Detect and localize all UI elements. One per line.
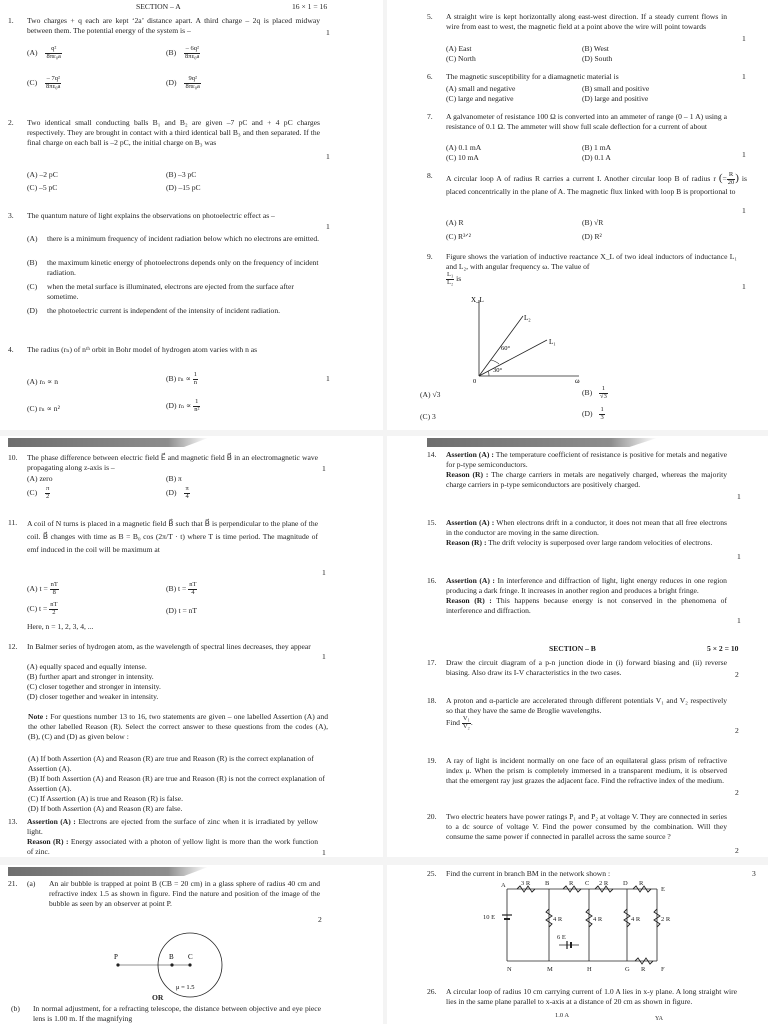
option-d: (D) closer together and weaker in intensity. (27, 692, 159, 701)
marks: 1 (737, 616, 741, 625)
panel-section-a-b (387, 436, 768, 857)
code-c: (C) If Assertion (A) is true and Reason (R) is false. (28, 794, 184, 803)
question-number: 8. (427, 171, 433, 180)
question-2 (8, 118, 320, 148)
question-16: 16. Assertion (A) : In interference and diffraction of light, light energy reduces in one region producing a dark fringe. It increases in another region and produces a bright fringe. Reason (R) : This happens because energy is not conserved in the phenomena of interference and diffraction. (427, 576, 727, 616)
option-a: (A) √3 (420, 390, 441, 399)
option-b: (B) West (582, 44, 609, 53)
marks: 3 (752, 869, 756, 878)
option-c: (C) $\frac{\pi}{2}$ (27, 485, 50, 500)
option-b: (B) further apart and stronger in intensity. (27, 672, 154, 681)
panel-section-a-1 (0, 0, 383, 430)
label-r-cd: 2 R (599, 880, 609, 887)
option-c: (C) $\frac{\text{– 7q²}}{\text{8πε₀a}}$ (27, 75, 61, 90)
marks: 2 (735, 788, 739, 797)
question-number: 4. (8, 345, 14, 354)
code-a: (A) If both Assertion (A) and Reason (R) are true and Reason (R) is the correct explanation of Assertion (A). (28, 754, 314, 774)
option-d: (D) –15 pC (166, 183, 201, 192)
option-d: (D) R² (582, 232, 602, 241)
marks: 2 (735, 670, 739, 679)
option-c: (C) R³ᐟ² (446, 232, 471, 241)
question-11 (8, 518, 318, 557)
question-number: 3. (8, 211, 14, 220)
option-c: (C) 10 mA (446, 153, 479, 162)
marks: 1 (737, 492, 741, 501)
marks: 1 (326, 152, 330, 161)
question-number: 5. (427, 12, 433, 21)
option-a: (A) rₙ ∝ n (27, 377, 58, 386)
marks: 1 (326, 222, 330, 231)
or-label: OR (152, 993, 164, 1002)
figure-current-label: 1.0 A (555, 1012, 570, 1019)
marks: 1 (742, 34, 746, 43)
glass-sphere-figure (110, 931, 240, 1011)
question-6 (427, 72, 727, 82)
option-c: (C) t = $\frac{nT}{2}$ (27, 601, 58, 616)
panel-section-a-2 (387, 0, 768, 430)
question-number: 14. (427, 450, 437, 459)
option-d: (D) $\frac{1}{3}$ (582, 406, 604, 421)
section-marks: 5 × 2 = 10 (707, 644, 739, 653)
note-values: Here, n = 1, 2, 3, 4, ... (27, 622, 94, 631)
question-text: A galvanometer of resistance 100 Ω is converted into an ammeter of range (0 – 1 A) using a resistance of 0.1 Ω. The ammeter will show full scale deflection for a current of about (446, 112, 727, 132)
question-number: 16. (427, 576, 437, 585)
question-number: 26. (427, 987, 437, 996)
node-b: B (545, 880, 550, 887)
question-number: 21. (8, 879, 18, 888)
question-number: 6. (427, 72, 433, 81)
inductive-reactance-graph (467, 292, 587, 384)
option-d: (D) rₙ ∝ $\frac{1}{\text{n²}}$ (166, 398, 200, 413)
option-b: (B) small and positive (582, 84, 650, 93)
section-heading: SECTION – B (549, 644, 596, 653)
option-d: (D) $\frac{\text{9q²}}{\text{8πε₀a}}$ (166, 75, 200, 90)
question-number: 15. (427, 518, 437, 527)
question-25 (427, 869, 737, 879)
figure-axis-label: YA (655, 1016, 664, 1022)
question-text: A straight wire is kept horizontally along east-west direction. If a steady current flows in wire from east to west, the magnetic field at a point above the wire will point towards (446, 12, 727, 32)
question-15: 15. Assertion (A) : When electrons drift in a conductor, it does not mean that all free electrons in the conductor are moving in the same direction. Reason (R) : The drift velocity is superposed over large random velocities of electrons. (427, 518, 727, 548)
question-number: 20. (427, 812, 437, 821)
angle-arc-60 (491, 360, 499, 364)
marks: 1 (742, 206, 746, 215)
node-m: M (547, 966, 553, 973)
node-g: G (625, 966, 630, 973)
panel-section-c-2 (387, 865, 768, 1024)
option-a: (A) East (446, 44, 472, 53)
question-text: Draw the circuit diagram of a p-n junction diode in (i) forward biasing and (ii) reverse biasing. Also draw its I-V characteristics in the two cases. (446, 658, 727, 678)
option-b: (B) rₙ ∝ $\frac{1}{n}$ (166, 371, 198, 386)
question-text: A coil of N turns is placed in a magnetic field B⃗ such that B⃗ is perpendicular to the plane of the coil. B⃗ changes with time as B = B₀ cos (2π/T · t) where T is time period. The magnitude of emf induced in the coil will be maximum at (27, 519, 318, 554)
label-b: B (169, 953, 174, 961)
question-number: 9. (427, 252, 433, 261)
question-19 (427, 756, 727, 786)
assertion-reason-note: Note : For questions number 13 to 16, two statements are given – one labelled Assertion (A) and the other labelled Reason (R). Select the correct answer to these questions from the codes (A), (B), (C) and (D) as given below : (28, 712, 329, 742)
label-6e: 6 E (557, 934, 566, 941)
code-b: (B) If both Assertion (A) and Reason (R) are true and Reason (R) is not the correct explanation of Assertion (A). (28, 774, 325, 794)
code-d: (D) If both Assertion (A) and Reason (R) are false. (28, 804, 183, 813)
line-l1 (479, 340, 547, 376)
question-17 (427, 658, 727, 678)
panel-section-c-1 (0, 865, 383, 1024)
option-d: (D) t = nT (166, 606, 198, 615)
option-c: (C) 3 (420, 412, 436, 421)
question-text: A circular loop A of radius R carries a current I. Another circular loop B of radius r (= $\frac{R}{20}$ ) is placed concentrically in the plane of A. The magnetic flux linked with loop B is proportional to (446, 170, 747, 196)
question-text: Two identical small conducting balls B₁ and B₂ are given –7 pC and + 4 pC charges respectively. They are brought in contact with a third identical ball B₃ and then separated. If the final charge on each ball is –2 pC, the initial charge on B₃ was (27, 118, 320, 148)
option-d: (D) large and positive (582, 94, 649, 103)
question-text: The quantum nature of light explains the observations on photoelectric effect as – (27, 211, 275, 220)
question-text: Two electric heaters have power ratings P₁ and P₂ at voltage V. They are connected in series to a dc source of voltage V. Find the power consumed by the combination. Will they consume the same power if connected in parallel across the same source ? (446, 812, 727, 842)
question-4 (8, 345, 320, 355)
question-7 (427, 112, 727, 132)
option-c: (C) when the metal surface is illuminated, electrons are ejected from the surface after sometime. (27, 282, 294, 302)
question-10 (8, 453, 318, 473)
option-c: (C) large and negative (446, 94, 514, 103)
marks: 1 (742, 150, 746, 159)
question-number: 2. (8, 118, 14, 127)
point-c (188, 963, 191, 966)
option-b: (B) √R (582, 218, 604, 227)
label-xl: X_L (471, 296, 484, 304)
option-a: (A) t = $\frac{nT}{8}$ (27, 581, 58, 596)
marks: 1 (322, 848, 326, 857)
marks: 2 (318, 915, 322, 924)
label-r-ch: 4 R (593, 916, 603, 923)
question-21: 21. (a) An air bubble is trapped at point B (CB = 20 cm) in a glass sphere of radius 40 cm and refractive index 1.5 as shown in figure. Find the nature and position of the image of the bubble as seen by an observer at point P. (8, 879, 320, 909)
option-d: (D) 0.1 A (582, 153, 611, 162)
point-b (170, 963, 173, 966)
question-number: 17. (427, 658, 437, 667)
label-r-bc: R (569, 880, 574, 887)
question-number: 25. (427, 869, 437, 878)
question-text: A ray of light is incident normally on one face of an equilateral glass prism of refractive index μ. When the prism is completely immersed in a transparent medium, it is observed that the emergent ray just grazes the adjacent face. Find the refractive index of the medium. (446, 756, 727, 786)
marks: 1 (326, 374, 330, 383)
label-r-de: R (639, 880, 644, 887)
question-text: Find the current in branch BM in the network shown : (446, 869, 611, 878)
option-b: (B) $\frac{\text{– 6q²}}{\text{8πε₀a}}$ (166, 45, 200, 60)
section-marks: 16 × 1 = 16 (292, 2, 328, 11)
question-text: The phase difference between electric field E⃗ and magnetic field B⃗ in an electromagnetic wave propagating along z-axis is – (27, 453, 318, 473)
label-p: P (114, 953, 118, 961)
point-p (116, 963, 119, 966)
option-c: (C) –5 pC (27, 183, 58, 192)
option-a: (A) equally spaced and equally intense. (27, 662, 147, 671)
label-30deg: 30° (493, 367, 503, 374)
header-bar (8, 867, 208, 876)
panel-section-a-3 (0, 436, 383, 857)
node-f: F (661, 966, 665, 973)
angle-arc-30 (488, 371, 489, 376)
node-e: E (661, 886, 665, 893)
option-b: (B) π (166, 474, 182, 483)
question-text: A circular loop of radius 10 cm carrying current of 1.0 A lies in x-y plane. A long straight wire lies in the same plane parallel to x-axis at a distance of 20 cm as shown in figure. (446, 987, 737, 1007)
question-21-b: (b) In normal adjustment, for a refracting telescope, the distance between objective and eye piece lens is 1.00 m. If the magnifying (11, 1004, 321, 1024)
label-l1: L₁ (549, 338, 556, 346)
option-d: (D) South (582, 54, 613, 63)
question-number: 1. (8, 16, 14, 25)
option-b: (B) the maximum kinetic energy of photoelectrons depends only on the frequency of incident radiation. (27, 258, 319, 278)
option-c: (C) closer together and stronger in intensity. (27, 682, 161, 691)
question-number: 7. (427, 112, 433, 121)
question-number: 12. (8, 642, 18, 651)
question-1 (8, 16, 320, 36)
label-r-bm: 4 R (553, 916, 563, 923)
marks: 1 (322, 568, 326, 577)
marks: 2 (735, 726, 739, 735)
node-d: D (623, 880, 628, 887)
option-a: (A) 0.1 mA (446, 143, 482, 152)
option-b: (B) $\frac{1}{√3}$ (582, 385, 607, 400)
question-number: 19. (427, 756, 437, 765)
option-d: (D) $\frac{\pi}{4}$ (166, 485, 189, 500)
label-r-gf: R (641, 966, 646, 973)
header-bar (427, 438, 657, 447)
option-a: (A) –2 pC (27, 170, 58, 179)
label-r-dg: 4 R (631, 916, 641, 923)
question-13: 13. Assertion (A) : Electrons are ejected from the surface of zinc when it is irradiated by yellow light. Reason (R) : Energy associated with a photon of yellow light is more than the work function of zinc. (8, 817, 318, 857)
label-c: C (188, 953, 193, 961)
node-a: A (501, 882, 506, 889)
question-12 (8, 642, 318, 652)
question-14: 14. Assertion (A) : The temperature coefficient of resistance is positive for metals and negative for p-type semiconductors. Reason (R) : The charge carriers in metals are negatively charged, whereas the majority charge carriers in p-type semiconductors are positively charged. (427, 450, 728, 490)
question-18: 18. A proton and α-particle are accelerated through different potentials V₁ and V₂ respectively so that they have the same de Broglie wavelengths. Find $\frac{\text{V₁}}{\text{V₂}}$ . (427, 696, 727, 730)
marks: 1 (322, 652, 326, 661)
marks: 1 (737, 552, 741, 561)
network-circuit (477, 879, 687, 975)
question-20 (427, 812, 727, 842)
label-60deg: 60° (501, 345, 511, 352)
label-mu: μ = 1.5 (176, 984, 195, 991)
question-number: 18. (427, 696, 437, 705)
label-l2: L₂ (524, 314, 531, 322)
node-n: N (507, 966, 512, 973)
question-3 (8, 211, 320, 221)
marks: 1 (742, 72, 746, 81)
label-omega: ω (575, 377, 580, 384)
question-number: 11. (8, 518, 18, 527)
node-c: C (585, 880, 590, 887)
label-r-ab: 3 R (521, 880, 531, 887)
question-text: Two charges + q each are kept ‘2a’ distance apart. A third charge – 2q is placed midway between them. The potential energy of the system is – (27, 16, 320, 36)
question-8 (427, 171, 747, 197)
question-text: The magnetic susceptibility for a diamagnetic material is (446, 72, 619, 81)
option-b: (B) –3 pC (166, 170, 197, 179)
question-5 (427, 12, 727, 32)
option-d: (D) the photoelectric current is independent of the intensity of incident radiation. (27, 306, 281, 315)
option-c: (C) rₙ ∝ n² (27, 404, 60, 413)
marks: 1 (742, 282, 746, 291)
marks: 1 (322, 464, 326, 473)
option-c: (C) North (446, 54, 476, 63)
question-number: 10. (8, 453, 18, 462)
option-a: (A) there is a minimum frequency of incident radiation below which no electrons are emitted. (27, 234, 320, 243)
question-text: Figure shows the variation of inductive reactance X_L of two ideal inductors of inductance L₁ and L₂, with angular frequency ω. The value of $\frac{\text{L₁}}{\text{L₂}}$ is (446, 252, 737, 286)
section-heading: SECTION – A (136, 2, 181, 11)
header-bar (8, 438, 208, 447)
question-26 (427, 987, 737, 1007)
question-text: The radius (rₙ) of nᵗʰ orbit in Bohr model of hydrogen atom varies with n as (27, 345, 258, 354)
label-origin: 0 (473, 378, 477, 384)
question-number: 13. (8, 817, 18, 826)
label-10e: 10 E (483, 914, 496, 921)
node-h: H (587, 966, 592, 973)
row-gutter (0, 857, 768, 865)
question-text: In Balmer series of hydrogen atom, as the wavelength of spectral lines decreases, they appear (27, 642, 311, 651)
question-9 (427, 252, 737, 287)
option-a: (A) $\frac{\text{q²}}{\text{8πε₀a}}$ (27, 45, 61, 60)
option-b: (B) 1 mA (582, 143, 612, 152)
option-b: (B) t = $\frac{nT}{4}$ (166, 581, 197, 596)
option-a: (A) zero (27, 474, 53, 483)
label-r-ef: 2 R (661, 916, 671, 923)
option-a: (A) small and negative (446, 84, 516, 93)
marks: 1 (326, 28, 330, 37)
option-a: (A) R (446, 218, 464, 227)
marks: 2 (735, 846, 739, 855)
